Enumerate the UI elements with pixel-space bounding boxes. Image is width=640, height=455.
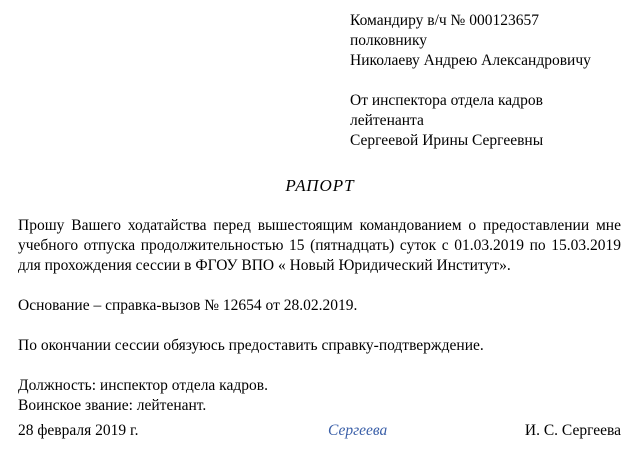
sender-rank-line: лейтенанта — [350, 112, 424, 129]
obligation-paragraph: По окончании сессии обязуюсь предоставить справку-подтверждение. — [18, 337, 484, 354]
request-paragraph: Прошу Вашего ходатайства перед вышестоящим командованием о предоставлении мне учебного отпуска продолжительностью 15 (пятнадцать) суток с 01.03.2019 по 15.03.2019 для прохождения сессии в ФГОУ ВПО « Новый Юридический Институт». — [18, 217, 621, 274]
document-title: РАПОРТ — [285, 176, 355, 195]
addressee-name-line: Николаеву Андрею Александровичу — [350, 52, 591, 69]
header-spacer — [350, 71, 635, 91]
signature-date: 28 февраля 2019 г. — [18, 422, 139, 439]
paragraph-spacer — [18, 356, 621, 376]
basis-paragraph: Основание – справка-вызов № 12654 от 28.02.2019. — [18, 297, 358, 314]
addressee-block — [350, 11, 635, 151]
military-rank-line: Воинское звание: лейтенант. — [18, 397, 207, 414]
paragraph-spacer — [18, 316, 621, 336]
addressee-rank-line: полковнику — [350, 32, 428, 49]
paragraph-spacer — [18, 276, 621, 296]
signatory-name: И. С. Сергеева — [524, 422, 621, 439]
sender-name-line: Сергеевой Ирины Сергеевны — [350, 132, 544, 149]
addressee-commander-line: Командиру в/ч № 000123657 — [350, 12, 539, 29]
document-body — [18, 216, 621, 416]
sender-position-line: От инспектора отдела кадров — [350, 92, 543, 109]
position-line: Должность: инспектор отдела кадров. — [18, 377, 268, 394]
handwritten-signature: Сергеева — [328, 422, 388, 439]
signature-row — [18, 421, 621, 441]
